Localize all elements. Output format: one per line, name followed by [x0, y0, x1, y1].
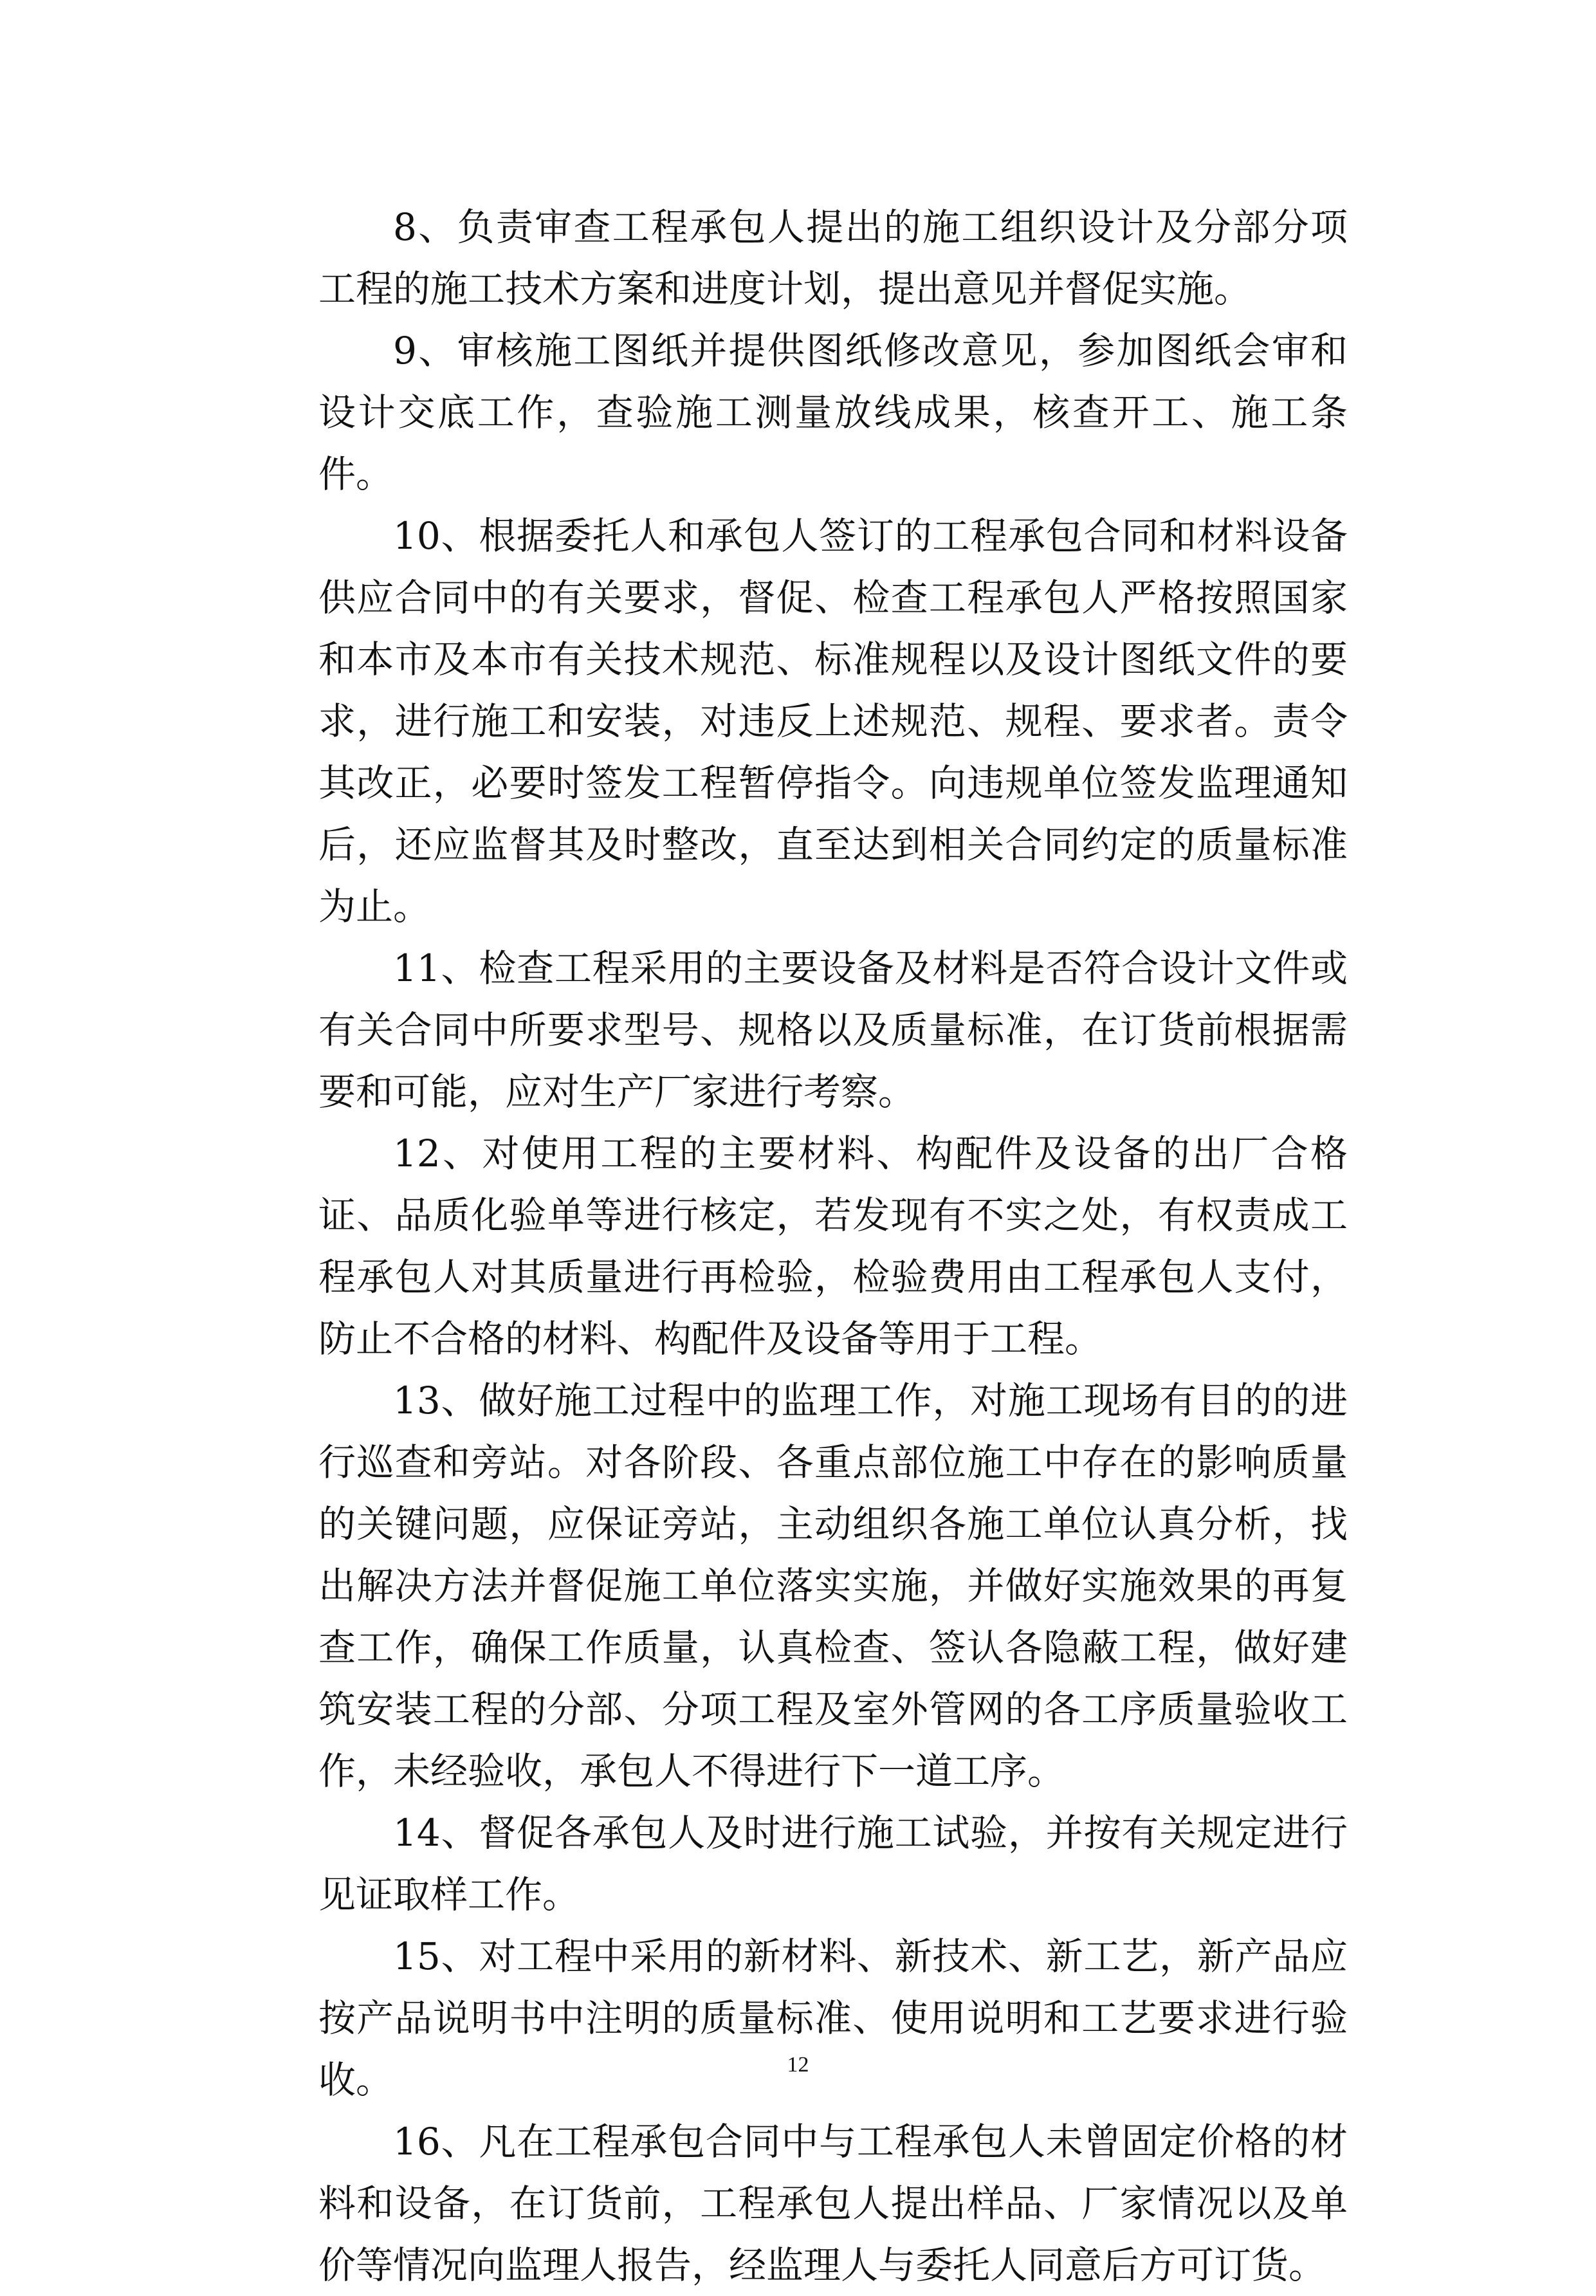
paragraph-item-9: 9、审核施工图纸并提供图纸修改意见，参加图纸会审和设计交底工作，查验施工测量放线成果，核查开工、施工条件。 [318, 329, 1348, 496]
paragraph-item-12: 12、对使用工程的主要材料、构配件及设备的出厂合格证、品质化验单等进行核定，若发现有不实之处，有权责成工程承包人对其质量进行再检验，检验费用由工程承包人支付，防止不合格的材料、构配件及设备等用于工程。 [318, 1132, 1348, 1361]
paragraph-item-15: 15、对工程中采用的新材料、新技术、新工艺，新产品应按产品说明书中注明的质量标准、使用说明和工艺要求进行验收。 [318, 1934, 1348, 2102]
paragraph-item-10: 10、根据委托人和承包人签订的工程承包合同和材料设备供应合同中的有关要求，督促、检查工程承包人严格按照国家和本市及本市有关技术规范、标准规程以及设计图纸文件的要求，进行施工和安装，对违反上述规范、规程、要求者。责令其改正，必要时签发工程暂停指令。向违规单位签发监理通知后，还应监督其及时整改，直至达到相关合同约定的质量标准为止。 [318, 514, 1348, 928]
document-body [318, 196, 1348, 2296]
page-number: 12 [787, 2053, 809, 2077]
paragraph-item-8: 8、负责审查工程承包人提出的施工组织设计及分部分项工程的施工技术方案和进度计划，提出意见并督促实施。 [318, 205, 1348, 311]
paragraph-item-14: 14、督促各承包人及时进行施工试验，并按有关规定进行见证取样工作。 [318, 1811, 1348, 1916]
paragraph-item-13: 13、做好施工过程中的监理工作，对施工现场有目的的进行巡查和旁站。对各阶段、各重点部位施工中存在的影响质量的关键问题，应保证旁站，主动组织各施工单位认真分析，找出解决方法并督促施工单位落实实施，并做好实施效果的再复查工作，确保工作质量，认真检查、签认各隐蔽工程，做好建筑安装工程的分部、分项工程及室外管网的各工序质量验收工作，未经验收，承包人不得进行下一道工序。 [318, 1379, 1348, 1793]
paragraph-item-16: 16、凡在工程承包合同中与工程承包人未曾固定价格的材料和设备，在订货前，工程承包人提出样品、厂家情况以及单价等情况向监理人报告，经监理人与委托人同意后方可订货。 [318, 2120, 1348, 2287]
paragraph-item-11: 11、检查工程采用的主要设备及材料是否符合设计文件或有关合同中所要求型号、规格以及质量标准，在订货前根据需要和可能，应对生产厂家进行考察。 [318, 946, 1348, 1114]
